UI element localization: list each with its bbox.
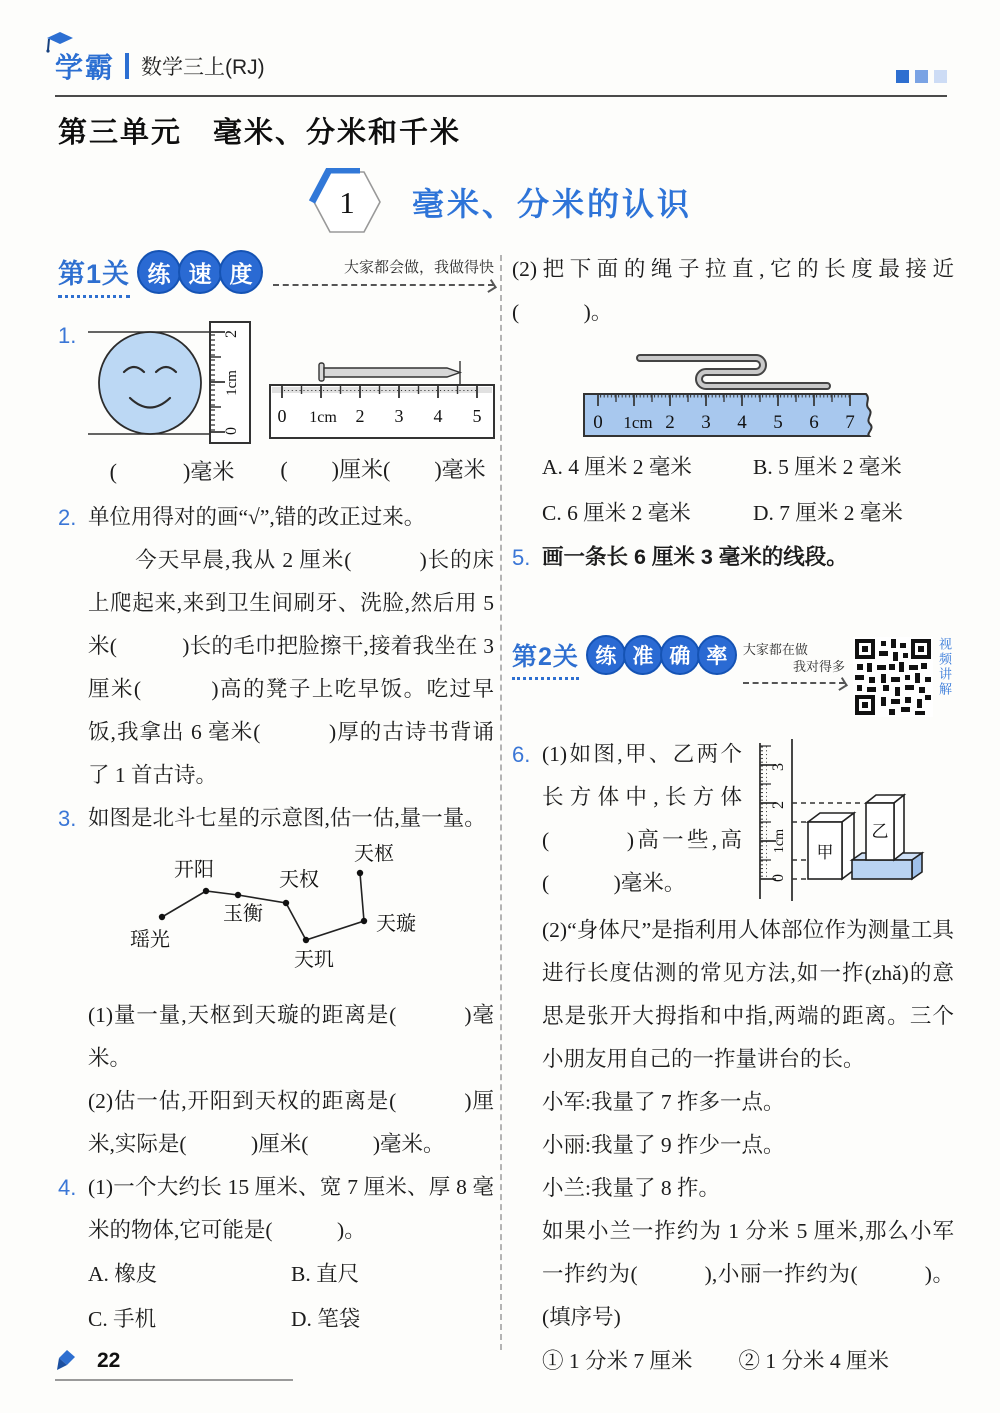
star-label: 开阳 — [174, 859, 214, 881]
graduation-cap-icon — [45, 30, 75, 54]
answer-blank: ( )毫米 — [109, 459, 235, 484]
qr-block — [853, 637, 954, 717]
sub-question: (2)把下面的绳子拉直,它的长度最接近( )。 — [512, 257, 954, 324]
star-labels — [130, 844, 416, 971]
star-label: 玉衡 — [223, 903, 263, 925]
nail — [319, 361, 460, 385]
drawing-space — [512, 579, 954, 637]
badge-char: 准 — [623, 635, 663, 675]
badge-char: 确 — [660, 635, 700, 675]
option: D. 笔袋 — [291, 1307, 361, 1331]
level1-header — [58, 252, 494, 298]
slogan-text: 大家都在做 — [742, 642, 808, 657]
ruler-tick-label: 0 — [770, 874, 787, 882]
ruler-tick-label: 7 — [845, 412, 855, 433]
question-6 — [512, 733, 954, 1384]
ruler-tick-label: 5 — [472, 406, 482, 426]
sub-question: (1)一个大约长 15 厘米、宽 7 厘米、厚 8 毫米的物体,它可能是( )。 — [88, 1175, 494, 1242]
option-list — [542, 444, 954, 536]
cuboid-label: 乙 — [871, 822, 889, 841]
qr-caption: 视频讲解 — [937, 637, 952, 697]
logo-text: 学霸 — [55, 52, 116, 83]
ruler-tick-label: 0 — [593, 412, 603, 433]
option: C. 6 厘米 2 毫米 — [542, 501, 691, 525]
option: B. 直尺 — [291, 1262, 360, 1286]
question-1 — [58, 314, 494, 486]
right-column — [512, 248, 954, 1384]
sub-question: (1)如图,甲、乙两个长方体中,长方体( )高一些,高( )毫米。 — [542, 742, 742, 895]
vertical-ruler — [760, 739, 792, 901]
sub-question: (1)量一量,天枢到天璇的距离是( )毫米。 — [88, 1003, 494, 1070]
smiley-ruler-figure — [88, 314, 256, 448]
question-2 — [58, 496, 494, 797]
dialogue-line: 小丽:我量了 9 拃少一点。 — [542, 1133, 785, 1157]
ruler-tick-label: 3 — [394, 406, 404, 426]
question-number: 5. — [512, 545, 531, 570]
ruler-tick-label: 2 — [665, 412, 675, 433]
ruler-tick-label: 6 — [809, 412, 819, 433]
ruler-tick-label: 2 — [770, 801, 787, 809]
brand-logo — [55, 46, 265, 86]
level2-label: 第2关 — [512, 637, 579, 680]
option: A. 橡皮 — [88, 1262, 158, 1286]
book-title: 数学三上(RJ) — [141, 55, 265, 79]
choice: ① 1 分米 7 厘米 — [542, 1349, 693, 1373]
question-number: 2. — [58, 505, 77, 530]
lesson-number: 1 — [339, 185, 355, 220]
constellation-lines — [162, 873, 364, 940]
level2-header — [512, 637, 954, 717]
big-dipper-figure — [102, 844, 482, 992]
lesson-title: 毫米、分米的认识 — [411, 186, 692, 222]
question-text: 画一条长 6 厘米 3 毫米的线段。 — [542, 545, 848, 569]
badge-char: 率 — [697, 635, 737, 675]
star-label: 天玑 — [294, 949, 334, 971]
page-number: 22 — [97, 1349, 121, 1372]
slogan-text: 大家都会做，我做得快 — [343, 259, 494, 276]
ruler-tick-label: 2 — [223, 330, 240, 338]
question-text: 如果小兰一拃约为 1 分米 5 厘米,那么小军一拃约为( ),小丽一拃约为( )。(填序号) — [542, 1219, 954, 1329]
question-number: 3. — [58, 806, 77, 831]
ruler-tick-label: 0 — [277, 406, 287, 426]
ruler-tick-label: 3 — [701, 412, 711, 433]
badge-char: 速 — [178, 250, 222, 294]
logo-separator — [125, 53, 129, 79]
lesson-heading — [0, 168, 1000, 236]
ruler-tick-label: 1cm — [224, 370, 240, 396]
dashed-arrow — [743, 682, 845, 684]
ruler-tick-label: 4 — [737, 412, 747, 433]
question-5 — [512, 536, 954, 579]
dashed-arrow — [273, 284, 494, 286]
lesson-number-hexagon — [308, 168, 386, 236]
ruler-tick-label: 5 — [773, 412, 783, 433]
badge-char: 练 — [137, 250, 181, 294]
sub-question: (2)“身体尺”是指利用人体部位作为测量工具进行长度估测的常见方法,如一拃(zhǎ)的意思是张开大拇指和中指,两端的距离。三个小朋友用自己的一拃量讲台的长。 — [542, 918, 954, 1071]
level2-slogan — [743, 637, 845, 684]
ruler-tick-label: 1cm — [772, 828, 787, 854]
vertical-ruler — [210, 322, 250, 443]
nail-ruler-figure — [264, 340, 502, 446]
option: C. 手机 — [88, 1307, 157, 1331]
ruler-tick-label: 3 — [770, 763, 787, 771]
question-3 — [58, 797, 494, 1166]
nail-measure-figure — [264, 314, 502, 484]
badge-char: 度 — [219, 250, 263, 294]
level1-slogan — [273, 252, 494, 286]
sub-question: (2)估一估,开阳到天权的距离是( )厘米,实际是( )厘米( )毫米。 — [88, 1089, 494, 1156]
question-4 — [58, 1166, 494, 1342]
ruler-tick-label: 1cm — [309, 409, 337, 426]
question-text: 今天早晨,我从 2 厘米( )长的床上爬起来,来到卫生间刷牙、洗脸,然后用 5 米( )长的毛巾把脸擦干,接着我坐在 3 厘米( )高的凳子上吃早饭。吃过早饭,我拿出 6 毫米( )厚的古诗书背诵了 1 首古诗。 — [88, 548, 494, 787]
dialogue-line: 小军:我量了 7 拃多一点。 — [542, 1090, 785, 1114]
answer-blank: ( )厘米( )毫米 — [280, 457, 486, 482]
cuboid-height-figure — [746, 733, 954, 909]
corner-squares-icon — [896, 70, 947, 86]
question-number: 6. — [512, 742, 531, 767]
badge-char: 练 — [586, 635, 626, 675]
ruler-tick-label: 2 — [355, 406, 365, 426]
level1-label: 第1关 — [58, 252, 130, 298]
star-label: 天璇 — [376, 913, 416, 935]
option: D. 7 厘米 2 毫米 — [753, 501, 903, 525]
question-number: 1. — [58, 323, 77, 348]
ruler-tick-label: 4 — [433, 406, 443, 426]
dialogue-line: 小兰:我量了 8 拃。 — [542, 1176, 720, 1200]
horizontal-ruler — [270, 385, 494, 438]
star-label: 瑶光 — [130, 929, 170, 951]
page-footer — [55, 1348, 293, 1381]
cuboid-yi — [866, 795, 904, 860]
rope — [640, 358, 827, 386]
option: B. 5 厘米 2 毫米 — [753, 455, 902, 479]
question-number: 4. — [58, 1175, 77, 1200]
left-column — [58, 252, 494, 1342]
level1-badge — [140, 250, 263, 294]
blue-ruler — [584, 394, 872, 436]
smiley-measure-figure — [88, 314, 256, 486]
option-list — [88, 1252, 494, 1342]
rope-ruler-figure — [578, 342, 888, 442]
question-text: 如图是北斗七星的示意图,估一估,量一量。 — [88, 806, 486, 830]
pencil-icon — [55, 1348, 85, 1374]
unit-title: 第三单元 毫米、分米和千米 — [58, 117, 462, 149]
choice-row — [542, 1339, 954, 1384]
smiley-face — [99, 332, 201, 434]
choice: ② 1 分米 4 厘米 — [738, 1349, 890, 1373]
star-label: 天权 — [279, 869, 319, 891]
level2-badge — [589, 635, 737, 675]
option: A. 4 厘米 2 毫米 — [542, 455, 692, 479]
qr-code — [853, 637, 933, 717]
slogan-text: 我对得多 — [792, 659, 845, 674]
question-text: 单位用得对的画“√”,错的改正过来。 — [88, 505, 426, 529]
ruler-tick-label: 0 — [223, 427, 240, 435]
cuboid-label: 甲 — [816, 843, 834, 862]
star-label: 天枢 — [354, 844, 394, 865]
cuboid-jia — [808, 813, 854, 879]
page-header — [55, 46, 947, 97]
ruler-tick-label: 1cm — [623, 413, 653, 432]
